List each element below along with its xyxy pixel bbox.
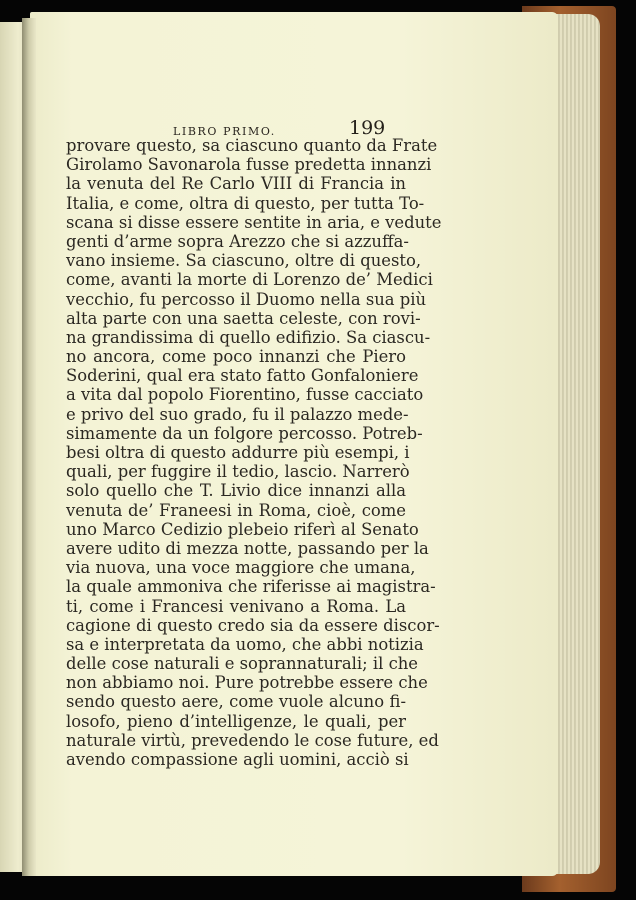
text-line: a vita dal popolo Fiorentino, fusse cacciato xyxy=(66,385,424,405)
text-line: delle cose naturali e soprannaturali; il che xyxy=(66,654,418,674)
text-line: ti, come i Francesi venivano a Roma. La xyxy=(66,596,406,616)
text-line: solo quello che T. Livio dice innanzi alla xyxy=(66,481,406,501)
text-line: la venuta del Re Carlo VIII di Francia in xyxy=(66,174,406,194)
text-line: sendo questo aere, come vuole alcuno fi- xyxy=(66,692,406,712)
text-line: vecchio, fu percosso il Duomo nella sua più xyxy=(66,289,427,309)
text-line: la quale ammoniva che riferisse ai magistra- xyxy=(66,577,436,597)
text-line: e privo del suo grado, fu il palazzo mede- xyxy=(66,404,409,424)
text-line: avendo compassione agli uomini, acciò si xyxy=(66,750,409,769)
book-gutter xyxy=(22,18,36,876)
text-line: Soderini, qual era stato fatto Gonfaloniere xyxy=(66,366,419,386)
text-line: no ancora, come poco innanzi che Piero xyxy=(66,347,406,367)
text-line: come, avanti la morte di Lorenzo de’ Medici xyxy=(66,270,433,290)
text-line: provare questo, sa ciascuno quanto da Frate xyxy=(66,136,438,155)
text-line: venuta de’ Franeesi in Roma, cioè, come xyxy=(66,500,406,520)
text-line: na grandissima di quello edifizio. Sa ciascu- xyxy=(66,327,431,347)
text-line: genti d’arme sopra Arezzo che si azzuffa- xyxy=(66,231,409,251)
text-line: non abbiamo noi. Pure potrebbe essere che xyxy=(66,673,428,693)
text-line: simamente da un folgore percosso. Potreb- xyxy=(66,423,423,443)
text-line: quali, per fuggire il tedio, lascio. Narrerò xyxy=(66,462,410,482)
text-line: Italia, e come, oltra di questo, per tutta To- xyxy=(66,193,425,213)
text-line: Girolamo Savonarola fusse predetta innanzi xyxy=(66,155,432,175)
text-line: besi oltra di questo addurre più esempi, i xyxy=(66,443,410,462)
body-text xyxy=(66,136,442,769)
text-line: via nuova, una voce maggiore che umana, xyxy=(66,558,416,578)
text-line: vano insieme. Sa ciascuno, oltre di questo, xyxy=(66,251,422,271)
page-number: 199 xyxy=(349,117,386,139)
text-line: cagione di questo credo sia da essere discor- xyxy=(66,615,440,635)
text-line: uno Marco Cedizio plebeio riferì al Senato xyxy=(66,519,419,539)
running-head: LIBRO PRIMO. xyxy=(173,125,276,138)
text-line: naturale virtù, prevedendo le cose future, ed xyxy=(66,730,439,750)
text-line: scana si disse essere sentite in aria, e vedute xyxy=(66,212,442,232)
text-line: avere udito di mezza notte, passando per la xyxy=(66,538,429,558)
text-line: losofo, pieno d’intelligenze, le quali, per xyxy=(66,711,406,731)
text-line: sa e interpretata da uomo, che abbi notizia xyxy=(66,634,424,654)
text-line: alta parte con una saetta celeste, con rovi- xyxy=(66,308,421,328)
